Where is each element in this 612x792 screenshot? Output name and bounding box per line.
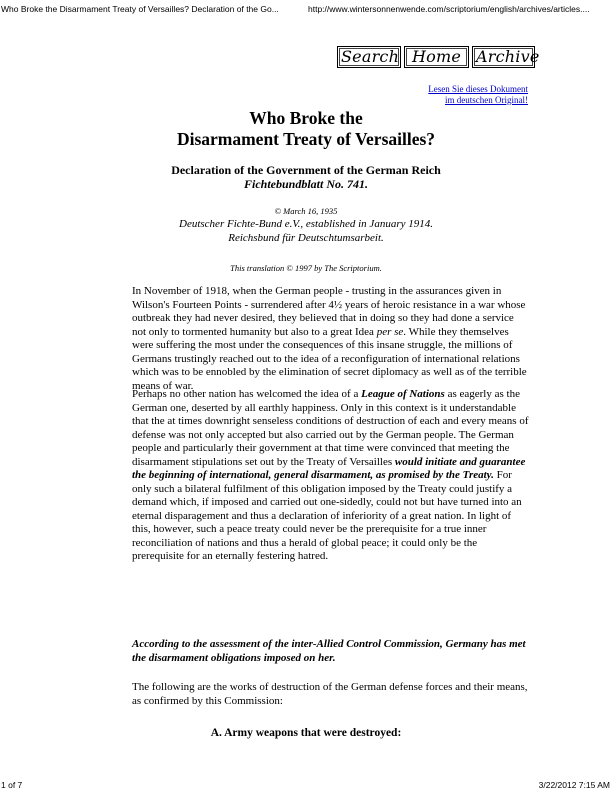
page-title: [0, 108, 612, 150]
p2-text-b: as eagerly as the German one, deserted by all earthly happiness. Only in this context is it understandable that the at times downright senseless conditions of destruction of each and every means of defense was not only accepted but also carried out by the German people. The German people and particularly their government at that time were convinced that meeting the disarmament stipulations set out by the Treaty of Versailles: [132, 388, 529, 468]
publisher-subline: Reichsbund für Deutschtumsarbeit.: [228, 232, 384, 244]
browser-header-title: Who Broke the Disarmament Treaty of Versailles? Declaration of the Go...: [1, 4, 279, 14]
p1-emphasis: per se: [376, 325, 404, 338]
p2-emphasis-2: would initiate and guarantee the beginning of international, general disarmament, as promised by the Treaty.: [132, 455, 526, 481]
publisher-line: Deutscher Fichte-Bund e.V., established in January 1914.: [179, 218, 433, 230]
title-line1: Who Broke the: [249, 108, 363, 128]
search-button[interactable]: Search: [337, 46, 401, 68]
paragraph-1: [132, 285, 530, 393]
nav-bar: [337, 46, 540, 68]
german-original-link[interactable]: [428, 84, 528, 106]
subtitle-line2: Fichtebundblatt No. 741.: [243, 177, 368, 191]
archive-button[interactable]: Archive: [472, 46, 535, 68]
p2-text-a: Perhaps no other nation has welcomed the idea of a: [132, 388, 362, 400]
paragraph-3: According to the assessment of the inter-Allied Control Commission, Germany has met the disarmament obligations imposed on her.: [132, 638, 526, 664]
title-line2: Disarmament Treaty of Versailles?: [176, 129, 436, 149]
paragraph-4: The following are the works of destruction of the German defense forces and their means, as confirmed by this Commission:: [132, 681, 528, 707]
home-button[interactable]: Home: [404, 46, 469, 68]
german-link-line1[interactable]: Lesen Sie dieses Dokument: [428, 84, 528, 94]
p1-text-b: . While they themselves were suffering the most under the consequences of this insane struggle, the millions of Germans trustingly reached out to the idea of a reconfiguration of international relations which was to be ennobled by the elimination of secret diplomacy as well as of the terrible means of war.: [132, 325, 527, 392]
publication-date: © March 16, 1935: [274, 206, 338, 216]
footer-page-number: 1 of 7: [1, 780, 23, 790]
translation-note: This translation © 1997 by The Scriptorium.: [230, 263, 382, 273]
paragraph-2: [132, 388, 530, 564]
p2-text-c: For only such a bilateral fulfilment of this obligation imposed by the Treaty could justify a demand which, if imposed and carried out one-sidedly, could not but have turned into an eternal disparagement and thus a declaration of inferiority of a great nation. In light of this, however, such a peace treaty could never be the prerequisite for a true inner reconciliation of nations and thus a herald of global peace; it could only be the prerequisite for an eternally festering hatred.: [132, 469, 522, 562]
p2-emphasis-1: League of Nations: [361, 388, 445, 400]
footer-datetime: 3/22/2012 7:15 AM: [538, 780, 610, 790]
subtitle-line1: Declaration of the Government of the German Reich: [171, 163, 441, 177]
browser-header-url: http://www.wintersonnenwende.com/scriptorium/english/archives/articles....: [308, 4, 590, 14]
section-heading: A. Army weapons that were destroyed:: [210, 727, 402, 739]
subtitle: [0, 163, 612, 191]
german-link-line2[interactable]: im deutschen Original!: [445, 95, 528, 105]
p1-text-a: In November of 1918, when the German people - trusting in the assurances given in Wilson's Fourteen Points - surrendered after 4½ years of heroic resistance in a war whose outbreak they had never desired, they believed that in doing so they had done a service not only to tormented humanity but also to a great Idea: [132, 285, 526, 338]
